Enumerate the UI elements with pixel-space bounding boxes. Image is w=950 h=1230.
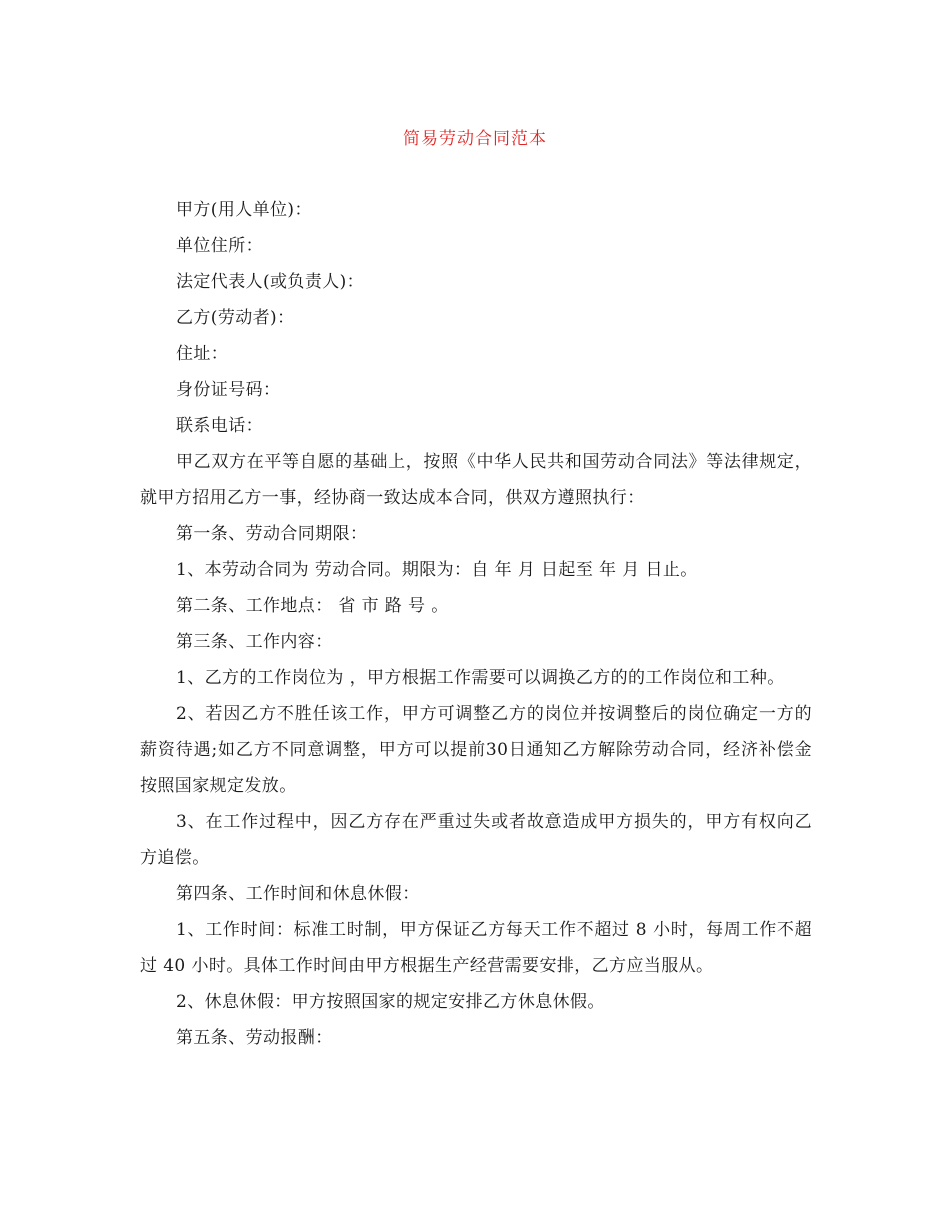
paragraph: 第三条、工作内容：: [176, 632, 333, 652]
document-body: [140, 192, 812, 1056]
paragraph: 身份证号码：: [176, 380, 281, 400]
paragraph: 2、休息休假：甲方按照国家的规定安排乙方休息休假。: [176, 992, 605, 1012]
paragraph: 联系电话：: [176, 416, 263, 436]
paragraph: 1、乙方的工作岗位为 ，甲方根据工作需要可以调换乙方的的工作岗位和工种。: [176, 668, 785, 688]
paragraph: 住址：: [176, 344, 229, 364]
paragraph: 第四条、工作时间和休息休假：: [176, 884, 420, 904]
paragraph: 单位住所：: [176, 236, 263, 256]
paragraph: 1、工作时间：标准工时制，甲方保证乙方每天工作不超过 8 小时，每周工作不超过 40 小时。具体工作时间由甲方根据生产经营需要安排，乙方应当服从。: [140, 920, 812, 976]
document-title: 简易劳动合同范本: [403, 129, 547, 149]
paragraph: 法定代表人(或负责人)：: [176, 272, 365, 292]
paragraph: 第二条、工作地点： 省 市 路 号 。: [176, 596, 449, 616]
paragraph: 2、若因乙方不胜任该工作，甲方可调整乙方的岗位并按调整后的岗位确定一方的薪资待遇;如乙方不同意调整，甲方可以提前30日通知乙方解除劳动合同，经济补偿金按照国家规定发放。: [140, 704, 812, 796]
paragraph: 乙方(劳动者)：: [176, 308, 295, 328]
paragraph: 3、在工作过程中，因乙方存在严重过失或者故意造成甲方损失的，甲方有权向乙方追偿。: [140, 812, 812, 868]
paragraph: 甲乙双方在平等自愿的基础上，按照《中华人民共和国劳动合同法》等法律规定，就甲方招用乙方一事，经协商一致达成本合同，供双方遵照执行：: [140, 452, 812, 508]
paragraph: 第一条、劳动合同期限：: [176, 524, 368, 544]
paragraph: 第五条、劳动报酬：: [176, 1028, 333, 1048]
paragraph: 1、本劳动合同为 劳动合同。期限为：自 年 月 日起至 年 月 日止。: [176, 560, 698, 580]
paragraph: 甲方(用人单位)：: [176, 200, 312, 220]
